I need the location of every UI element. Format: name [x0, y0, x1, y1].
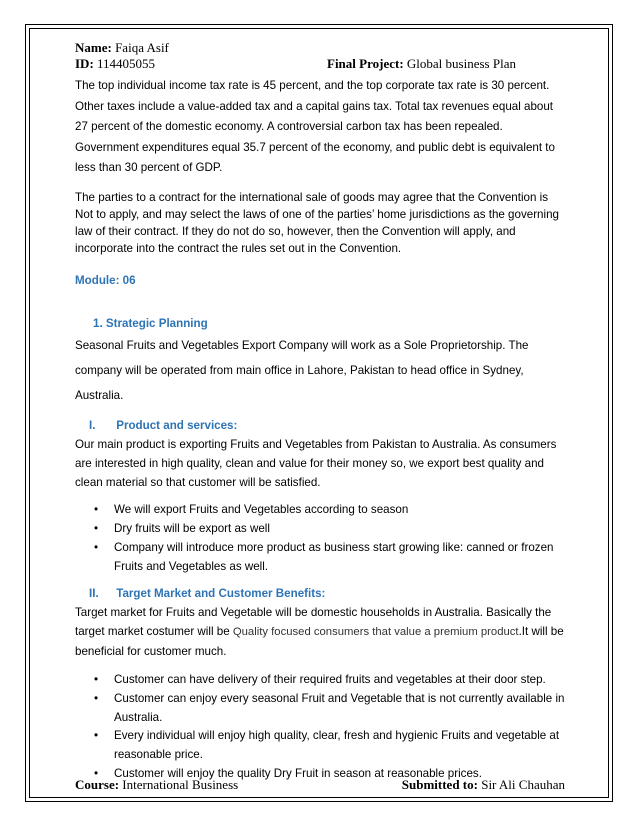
name-line — [75, 40, 565, 56]
bullet-icon: • — [94, 672, 99, 686]
section-number: II. — [89, 586, 99, 600]
list-item — [75, 500, 567, 519]
bullet-icon: • — [94, 766, 99, 780]
course-value: International Business — [122, 777, 239, 792]
list-item-text: Customer will enjoy the quality Dry Fruit in season at reasonable prices. — [114, 766, 482, 780]
id-line — [75, 56, 565, 72]
bullet-icon: • — [94, 502, 99, 516]
body-text: .It will be beneficial for customer much. — [75, 624, 564, 658]
list-item — [75, 690, 567, 728]
module-heading: Module: 06 — [75, 273, 136, 287]
bullet-icon: • — [94, 521, 99, 535]
list-item — [75, 519, 567, 538]
list-item-text: Every individual will enjoy high quality, clear, fresh and hygienic Fruits and vegetable at reasonable price. — [114, 729, 560, 762]
bullet-icon: • — [94, 540, 99, 554]
list-item-text: We will export Fruits and Vegetables according to season — [114, 502, 409, 516]
section-title: Target Market and Customer Benefits: — [116, 586, 326, 600]
course-label: Course: — [75, 777, 120, 792]
bullet-icon: • — [94, 691, 99, 705]
section-title: Product and services: — [116, 418, 238, 432]
convention-paragraph: The parties to a contract for the international sale of goods may agree that the Convention is Not to apply, and may select the laws of one of the parties’ home jurisdictions as the governing law of their contract. If they do not do so, however, then the Convention will apply, and incorporate into the contract the rules set out in the Convention. — [75, 190, 559, 255]
list-item-text: Customer can have delivery of their required fruits and vegetables at their door step. — [114, 672, 546, 686]
id-value: 114405055 — [97, 56, 156, 71]
course-line — [75, 777, 238, 792]
bullet-icon: • — [94, 729, 99, 743]
list-item-text: Company will introduce more product as business start growing like: canned or frozen Fruits and Vegetables as well. — [114, 540, 554, 573]
highlighted-phrase: Quality focused consumers that value a premium product — [232, 625, 519, 638]
id-label: ID: — [75, 56, 94, 71]
list-item — [75, 538, 567, 576]
strategic-planning-body: Seasonal Fruits and Vegetables Export Company will work as a Sole Proprietorship. The company will be operated from main office in Lahore, Pakistan to head office in Sydney, Australia. — [75, 338, 529, 402]
project-line — [327, 56, 516, 72]
project-label: Final Project: — [327, 56, 404, 71]
document-body — [75, 76, 567, 784]
list-item-text: Customer can enjoy every seasonal Fruit and Vegetable that is not currently available in Australia. — [114, 691, 565, 724]
product-services-body: Our main product is exporting Fruits and Vegetables from Pakistan to Australia. As consumers are interested in high quality, clean and value for their money so, we export best quality and clean material so that customer will be satisfied. — [75, 437, 557, 489]
strategic-planning-heading: 1. Strategic Planning — [93, 316, 208, 330]
product-services-heading — [75, 416, 567, 435]
list-item — [75, 671, 567, 690]
list-item-text: Dry fruits will be export as well — [114, 521, 270, 535]
body-text: Target market for Fruits and Vegetable will be domestic households in Australia. Basically the target market costumer will be — [75, 605, 552, 638]
page-footer — [75, 777, 565, 793]
target-market-heading — [75, 584, 567, 603]
submitted-value: Sir Ali Chauhan — [481, 777, 565, 792]
product-bullet-list — [75, 500, 567, 576]
target-market-body — [75, 603, 567, 661]
tax-paragraph: The top individual income tax rate is 45 percent, and the top corporate tax rate is 30 percent. Other taxes include a value-added tax and a capital gains tax. Total tax revenues equal about 27 percent of the domestic economy. A controversial carbon tax has been repealed. Government expenditures equal 35.7 percent of the economy, and public debt is equivalent to less than 30 percent of GDP. — [75, 79, 555, 175]
section-number: I. — [89, 418, 96, 432]
name-label: Name: — [75, 40, 112, 55]
submitted-line — [402, 777, 565, 793]
benefits-bullet-list — [75, 671, 567, 784]
submitted-label: Submitted to: — [401, 777, 478, 792]
list-item — [75, 727, 567, 765]
project-value: Global business Plan — [406, 56, 516, 71]
name-value: Faiqa Asif — [115, 40, 169, 55]
